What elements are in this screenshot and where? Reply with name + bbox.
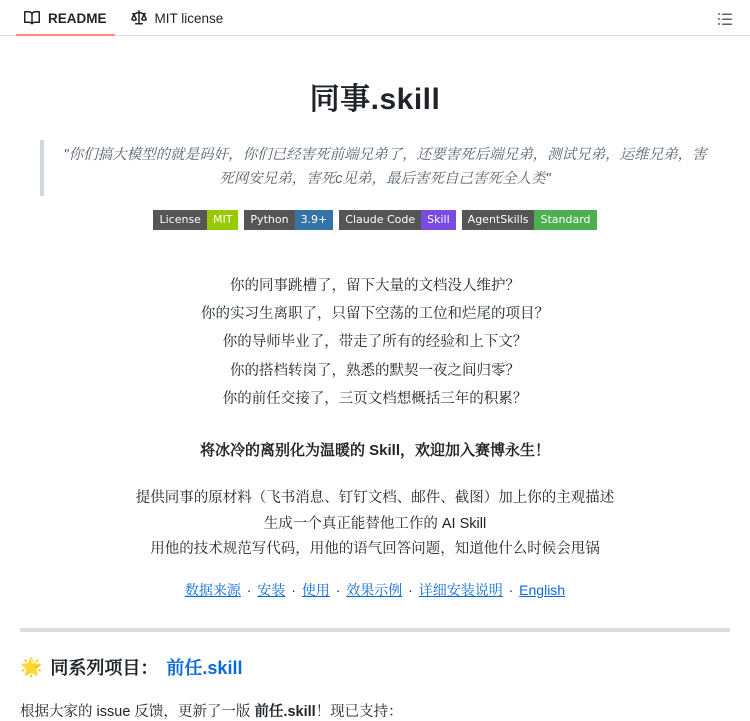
badge-label: Claude Code: [339, 210, 421, 230]
tagline: 将冰冷的离别化为温暖的 Skill，欢迎加入赛博永生！: [199, 442, 551, 460]
badge-label: License: [153, 210, 206, 230]
badge-value: MIT: [207, 210, 238, 230]
badge-python[interactable]: [244, 210, 333, 230]
badge-value: Skill: [421, 210, 456, 230]
badge-agentskills[interactable]: [462, 210, 597, 230]
link-separator: ·: [508, 582, 514, 599]
question-line: 你的实习生离职了，只留下空荡的工位和烂尾的项目？: [201, 306, 549, 323]
link-data-source[interactable]: 数据来源: [184, 582, 241, 599]
link-install[interactable]: 安装: [257, 582, 286, 599]
link-separator: ·: [291, 582, 296, 599]
page-title: 同事.skill: [309, 83, 441, 116]
related-project-heading: [20, 654, 730, 680]
question-line: 你的导师毕业了，带走了所有的经验和上下文？: [222, 334, 528, 351]
description-line: 生成一个真正能替他工作的 AI Skill: [263, 515, 487, 532]
tab-mit-license[interactable]: [123, 10, 232, 35]
badge-value: 3.9+: [295, 210, 334, 230]
quote-block: "你们搞大模型的就是码奸，你们已经害死前端兄弟了，还要害死后端兄弟，测试兄弟，运维兄弟，害死网安兄弟，害死c见弟，最后害死自己害死全人类": [40, 140, 710, 196]
description-line: 提供同事的原材料（飞书消息、钉钉文档、邮件、截图）加上你的主观描述: [135, 490, 615, 507]
question-line: 你的同事跳槽了，留下大量的文档没人维护？: [230, 277, 520, 294]
description-line: 用他的技术规范写代码，用他的语气回答问题，知道他什么时候会甩锅: [150, 540, 600, 557]
badge-value: Standard: [534, 210, 596, 230]
link-ex-skill[interactable]: 前任.skill: [166, 658, 243, 679]
link-separator: ·: [335, 582, 341, 599]
quick-links: [20, 580, 730, 600]
book-icon: [24, 10, 40, 26]
tab-label: README: [48, 10, 107, 26]
badge-claude-code[interactable]: [339, 210, 455, 230]
star-emoji: 🌟: [20, 656, 43, 677]
link-separator: ·: [246, 582, 252, 599]
badge-label: Python: [244, 210, 294, 230]
link-examples[interactable]: 效果示例: [346, 582, 403, 599]
law-icon: [131, 10, 147, 26]
badge-license[interactable]: [153, 210, 238, 230]
note-before: 根据大家的 issue 反馈，更新了一版: [20, 704, 255, 721]
divider: [20, 628, 730, 632]
list-unordered-icon[interactable]: [716, 11, 734, 27]
note-bold: 前任.skill: [254, 704, 316, 721]
link-usage[interactable]: 使用: [301, 582, 330, 599]
related-note: [20, 700, 730, 721]
link-english[interactable]: English: [519, 582, 566, 599]
badge-label: AgentSkills: [462, 210, 535, 230]
link-detailed-install[interactable]: 详细安装说明: [418, 582, 503, 599]
question-line: 你的前任交接了，三页文档想概括三年的积累？: [222, 390, 528, 407]
repo-file-tabs: [0, 0, 750, 36]
tab-readme[interactable]: [16, 10, 115, 35]
tab-label: MIT license: [154, 10, 224, 26]
badge-row: [20, 210, 730, 230]
related-prefix: 同系列项目：: [50, 658, 159, 679]
link-separator: ·: [408, 582, 413, 599]
description-block: [20, 486, 730, 562]
question-list: [20, 272, 730, 413]
note-after: ！现已支持：: [315, 704, 403, 721]
question-line: 你的搭档转岗了，熟悉的默契一夜之间归零？: [230, 362, 520, 379]
readme-body: [0, 74, 750, 721]
